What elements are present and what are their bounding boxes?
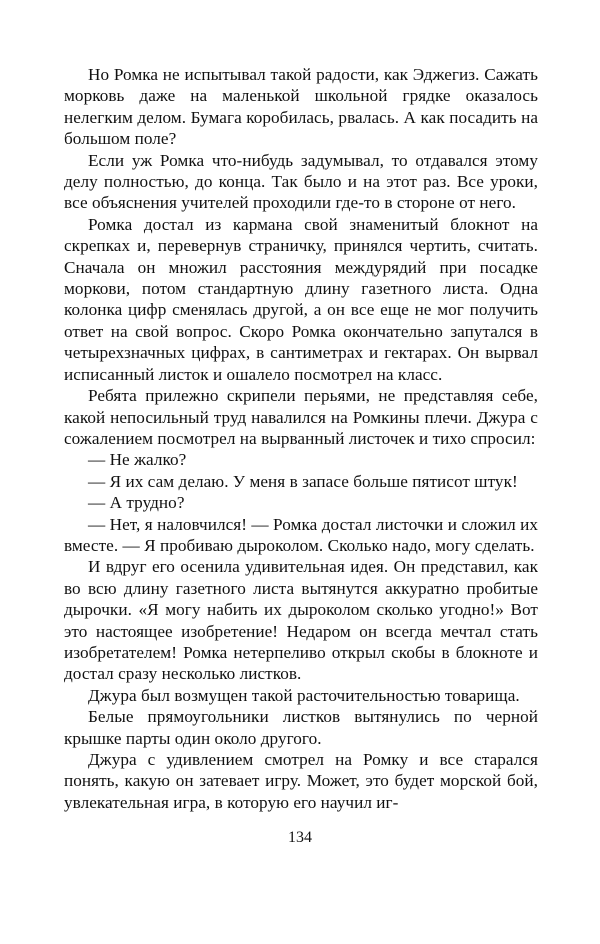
page-number: 134 xyxy=(288,829,312,846)
paragraph-1: Но Ромка не испытывал такой радости, как Эджегиз. Сажать морковь даже на маленькой школьной грядке оказалось нелегким делом. Бумага коробилась, рвалась. А как посадить на большом поле? xyxy=(64,65,538,149)
dialogue-line-1: — Не жалко? xyxy=(88,450,187,470)
paragraph-3: Ромка достал из кармана свой знаменитый блокнот на скрепках и, перевернув страничку, принялся чертить, считать. Сначала он множил расстояния междурядий при посадке моркови, потом стандартную длину газетного листа. Одна колонка цифр сменялась другой, а он все еще не мог получить ответ на свой вопрос. Скоро Ромка окончательно запутался в четырехзначных цифрах, в сантиметрах и гектарах. Он вырвал исписанный листок и ошалело посмотрел на класс. xyxy=(64,214,538,384)
book-page xyxy=(64,64,538,813)
paragraph-7: Белые прямоугольники листков вытянулись по черной крышке парты один около другого. xyxy=(64,707,538,748)
body-text xyxy=(64,64,538,813)
paragraph-8: Джура с удивлением смотрел на Ромку и все старался понять, какую он затевает игру. Может, это будет морской бой, увлекательная игра, в которую его научил иг- xyxy=(64,750,538,812)
dialogue-line-4: — Нет, я наловчился! — Ромка достал листочки и сложил их вместе. — Я пробиваю дыроколом. Сколько надо, могу сделать. xyxy=(64,514,538,555)
paragraph-4: Ребята прилежно скрипели перьями, не представляя себе, какой непосильный труд навалился на Ромкины плечи. Джура с сожалением посмотрел на вырванный листочек и тихо спросил: xyxy=(64,386,538,448)
dialogue-line-3: — А трудно? xyxy=(88,493,185,513)
dialogue-line-2: — Я их сам делаю. У меня в запасе больше пятисот штук! xyxy=(88,471,518,491)
paragraph-6: Джура был возмущен такой расточительностью товарища. xyxy=(88,685,520,705)
paragraph-2: Если уж Ромка что-нибудь задумывал, то отдавался этому делу полностью, до конца. Так было и на этот раз. Все уроки, все объяснения учителей проходили где-то в стороне от него. xyxy=(64,150,538,213)
paragraph-5: И вдруг его осенила удивительная идея. Он представил, как во всю длину газетного листа вытянутся аккуратно пробитые дырочки. «Я могу набить их дыроколом сколько угодно!» Вот это настоящее изобретение! Недаром он всегда мечтал стать изобретателем! Ромка нетерпеливо открыл скобы в блокноте и достал сразу несколько листков. xyxy=(64,557,538,684)
